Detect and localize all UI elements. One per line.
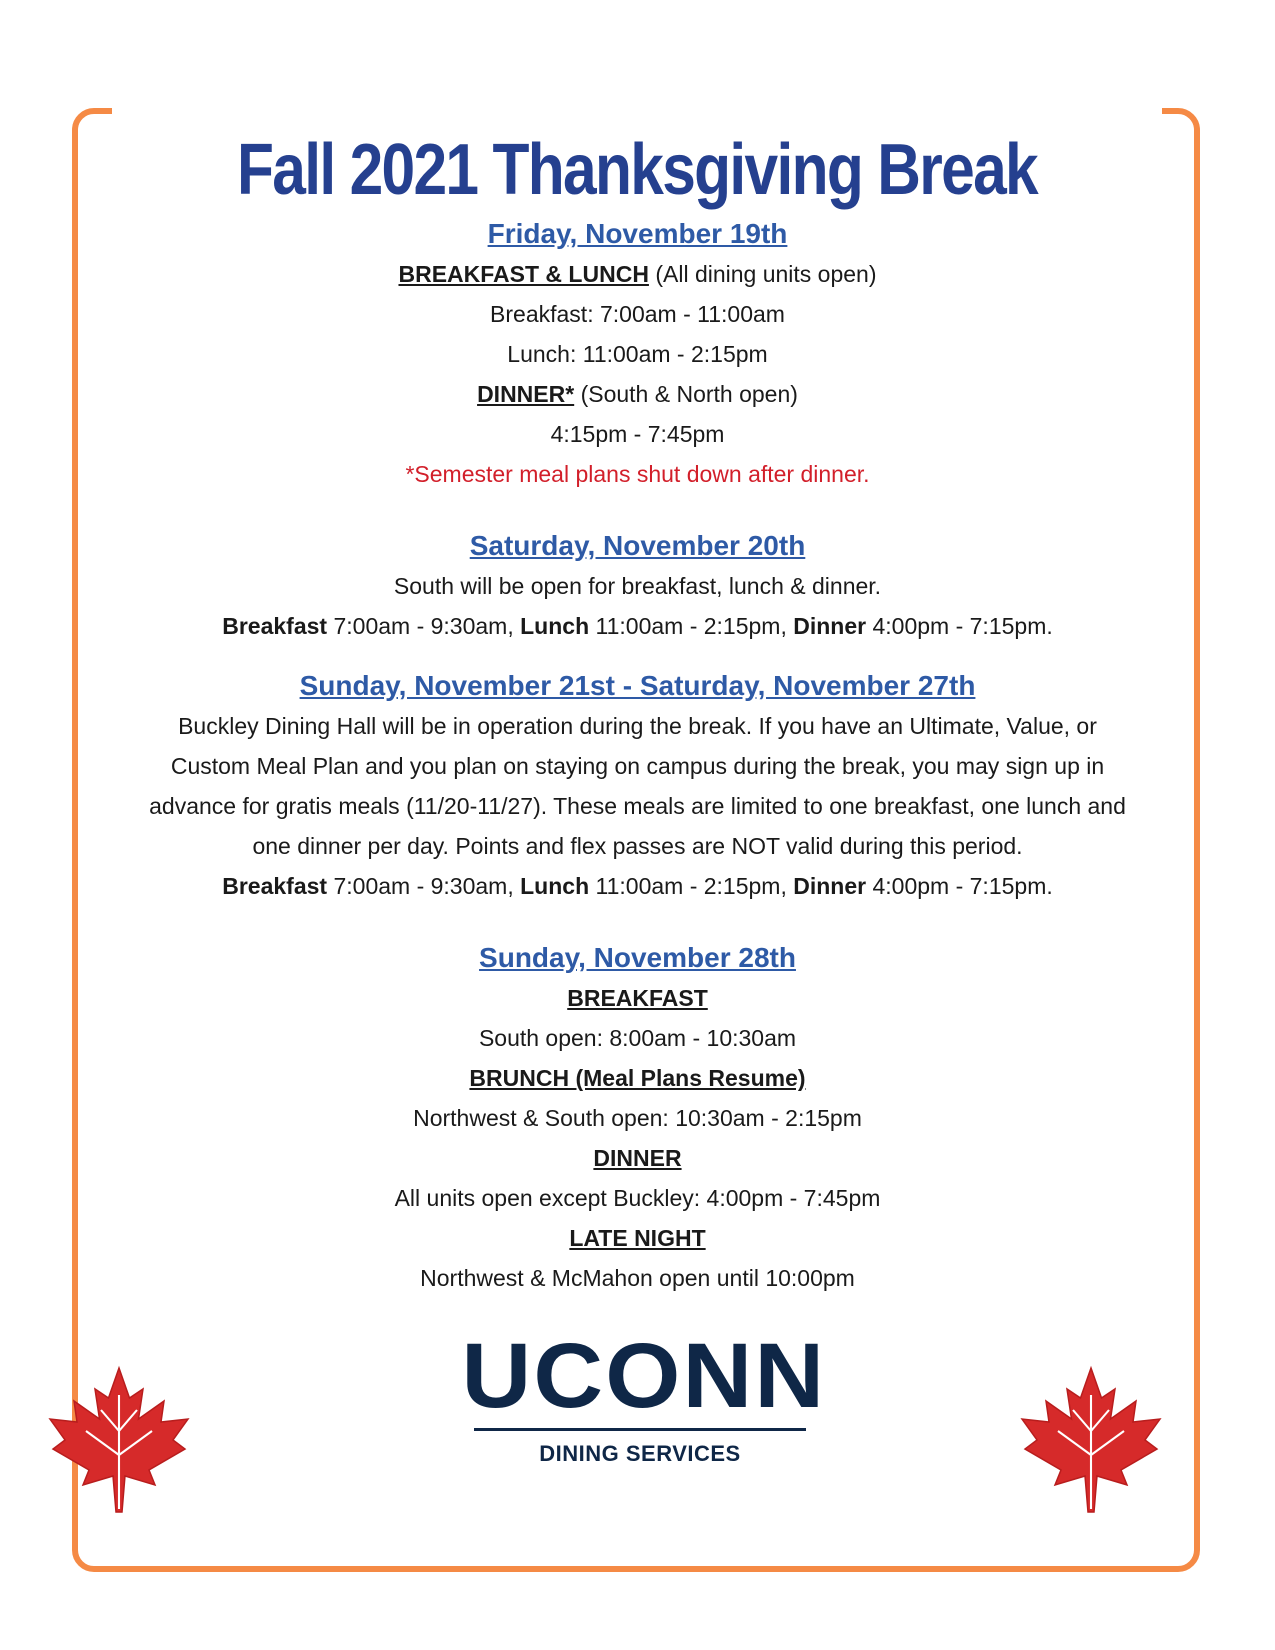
sunday-late-night-label: LATE NIGHT — [569, 1225, 706, 1251]
sunday-heading: Sunday, November 28th — [479, 942, 796, 973]
week-lunch-label: Lunch — [520, 873, 590, 899]
spacer — [140, 494, 1135, 526]
friday-breakfast-hours: Breakfast: 7:00am - 11:00am — [490, 301, 785, 327]
saturday-section — [140, 526, 1135, 646]
week-dinner-time: 4:00pm - 7:15pm. — [866, 873, 1053, 899]
week-hours-line — [140, 866, 1135, 906]
week-heading: Sunday, November 21st - Saturday, November 27th — [299, 670, 976, 701]
sunday-breakfast-label: BREAKFAST — [567, 985, 708, 1011]
friday-dinner-line — [140, 374, 1135, 414]
friday-dinner-label: DINNER* — [477, 381, 575, 407]
sunday-brunch-label: BRUNCH (Meal Plans Resume) — [469, 1065, 806, 1091]
week-dinner-label: Dinner — [793, 873, 867, 899]
uconn-dining-logo — [461, 1325, 827, 1467]
week-section — [140, 666, 1135, 906]
week-text-line: advance for gratis meals (11/20-11/27). These meals are limited to one breakfast, one lunch and — [149, 793, 1126, 819]
friday-bl-label: BREAKFAST & LUNCH — [398, 261, 649, 287]
sunday-late-night-hours: Northwest & McMahon open until 10:00pm — [420, 1265, 855, 1291]
saturday-breakfast-time: 7:00am - 9:30am, — [327, 613, 521, 639]
week-breakfast-label: Breakfast — [222, 873, 328, 899]
sunday-section — [140, 938, 1135, 1298]
saturday-breakfast-label: Breakfast — [222, 613, 328, 639]
week-lunch-time: 11:00am - 2:15pm, — [589, 873, 794, 899]
logo-divider — [474, 1428, 806, 1431]
saturday-lunch-time: 11:00am - 2:15pm, — [589, 613, 794, 639]
friday-warning-note: *Semester meal plans shut down after dinner. — [405, 461, 870, 487]
saturday-lunch-label: Lunch — [520, 613, 590, 639]
friday-lunch-hours: Lunch: 11:00am - 2:15pm — [507, 341, 768, 367]
maple-leaf-icon — [1016, 1365, 1166, 1515]
spacer — [140, 906, 1135, 938]
sunday-dinner-hours: All units open except Buckley: 4:00pm - 7:45pm — [394, 1185, 881, 1211]
friday-dinner-note: (South & North open) — [574, 381, 798, 407]
week-breakfast-time: 7:00am - 9:30am, — [327, 873, 521, 899]
sunday-dinner-label: DINNER — [593, 1145, 682, 1171]
logo-wordmark: UCONN — [461, 1325, 827, 1427]
saturday-dinner-label: Dinner — [793, 613, 867, 639]
week-text-line: one dinner per day. Points and flex passes are NOT valid during this period. — [252, 833, 1023, 859]
week-text-line: Buckley Dining Hall will be in operation during the break. If you have an Ultimate, Value, or — [178, 713, 1097, 739]
saturday-dinner-time: 4:00pm - 7:15pm. — [866, 613, 1053, 639]
week-text-line: Custom Meal Plan and you plan on staying on campus during the break, you may sign up in — [170, 753, 1105, 779]
spacer — [140, 646, 1135, 666]
saturday-description: South will be open for breakfast, lunch & dinner. — [393, 573, 882, 599]
sunday-brunch-hours: Northwest & South open: 10:30am - 2:15pm — [413, 1105, 862, 1131]
friday-section — [140, 214, 1135, 494]
page-title: Fall 2021 Thanksgiving Break — [236, 130, 1038, 211]
friday-bl-note: (All dining units open) — [648, 261, 877, 287]
friday-heading: Friday, November 19th — [487, 218, 788, 249]
maple-leaf-icon — [44, 1365, 194, 1515]
sunday-breakfast-hours: South open: 8:00am - 10:30am — [478, 1025, 797, 1051]
friday-dinner-hours: 4:15pm - 7:45pm — [550, 421, 725, 447]
saturday-hours-line — [140, 606, 1135, 646]
saturday-heading: Saturday, November 20th — [469, 530, 806, 561]
friday-breakfast-lunch-line — [140, 254, 1135, 294]
schedule-content — [140, 214, 1135, 1298]
logo-subtitle: DINING SERVICES — [539, 1441, 741, 1466]
